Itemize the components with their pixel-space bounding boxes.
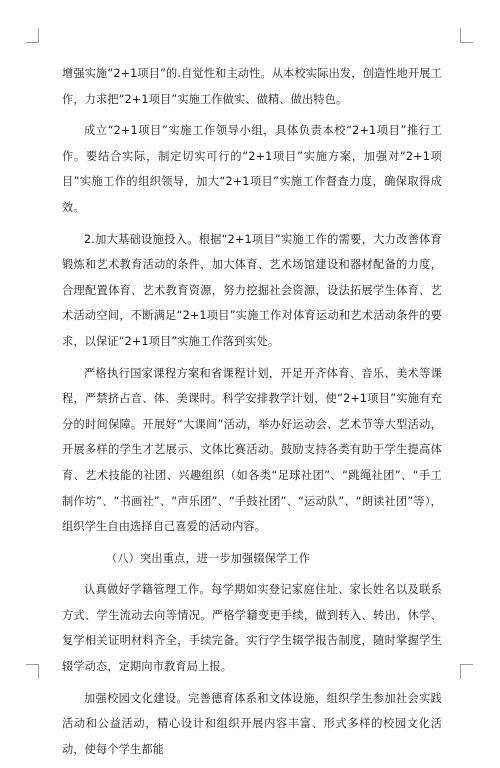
paragraph-leadership-group: 成立“2+1项目”实施工作领导小组，具体负责本校“2+1项目”推行工作。要结合实际，制定切实可行的“2+1项目”实施方案，加强对“2+1项目”实施工作的组织领导，加大“2+1项目”实施工作督查力度，确保取得成效。 [62,124,442,214]
paragraph-curriculum: 严格执行国家课程方案和省课程计划，开足开齐体育、音乐、美术等课程，严禁挤占音、体、美课时。科学安排教学计划，使“2+1项目”实施有充分的时间保障。开展好“大课间”活动，举办好运动会、艺术节等大型活动，开展多样的学生才艺展示、文体比赛活动。鼓励支持各类有助于学生提高体育、艺术技能的社团、兴趣组织（如各类“足球社团”、“跳绳社团”、“手工制作坊”、“书画社”、“声乐团”、“手鼓社团”、“运动队”、“朗读社团”等），组织学生自由选择自己喜爱的活动内容。 [62,366,442,534]
document-body [62,61,442,768]
crop-mark-top-left [26,28,39,43]
paragraph-student-records: 认真做好学籍管理工作。每学期如实登记家庭住址、家长姓名以及联系方式、学生流动去向等情况。严格学籍变更手续，做到转入、转出、休学、复学相关证明材料齐全，手续完备。实行学生辍学报告制度，随时掌握学生辍学动态，定期向市教育局上报。 [62,583,442,674]
paragraph-infrastructure: 2.加大基础设施投入。根据“2+1项目”实施工作的需要，大力改善体育锻炼和艺术教育活动的条件，加大体育、艺术场馆建设和器材配备的力度，合理配置体育、艺术教育资源，努力挖掘社会资源，设法拓展学生体育、艺术活动空间，不断满足“2+1项目”实施工作对体育运动和艺术活动条件的要求，以保证“2+1项目”实施工作落到实处。 [62,232,442,348]
crop-mark-bottom-right [460,664,473,679]
section-heading-dropout-control: （八）突出重点，进一步加强辍保学工作 [106,551,311,565]
crop-mark-top-right [460,28,473,43]
paragraph-continuation: 增强实施“2+1项目”的.自觉性和主动性。从本校实际出发，创造性地开展工作，力求把“2+1项目”实施工作做实、做精、做出特色。 [62,67,442,106]
paragraph-campus-culture: 加强校园文化建设。完善德育体系和文体设施，组织学生参加社会实践活动和公益活动，精心设计和组织开展内容丰富、形式多样的校园文化活动，使每个学生都能 [62,691,442,756]
crop-mark-bottom-left [26,664,39,679]
